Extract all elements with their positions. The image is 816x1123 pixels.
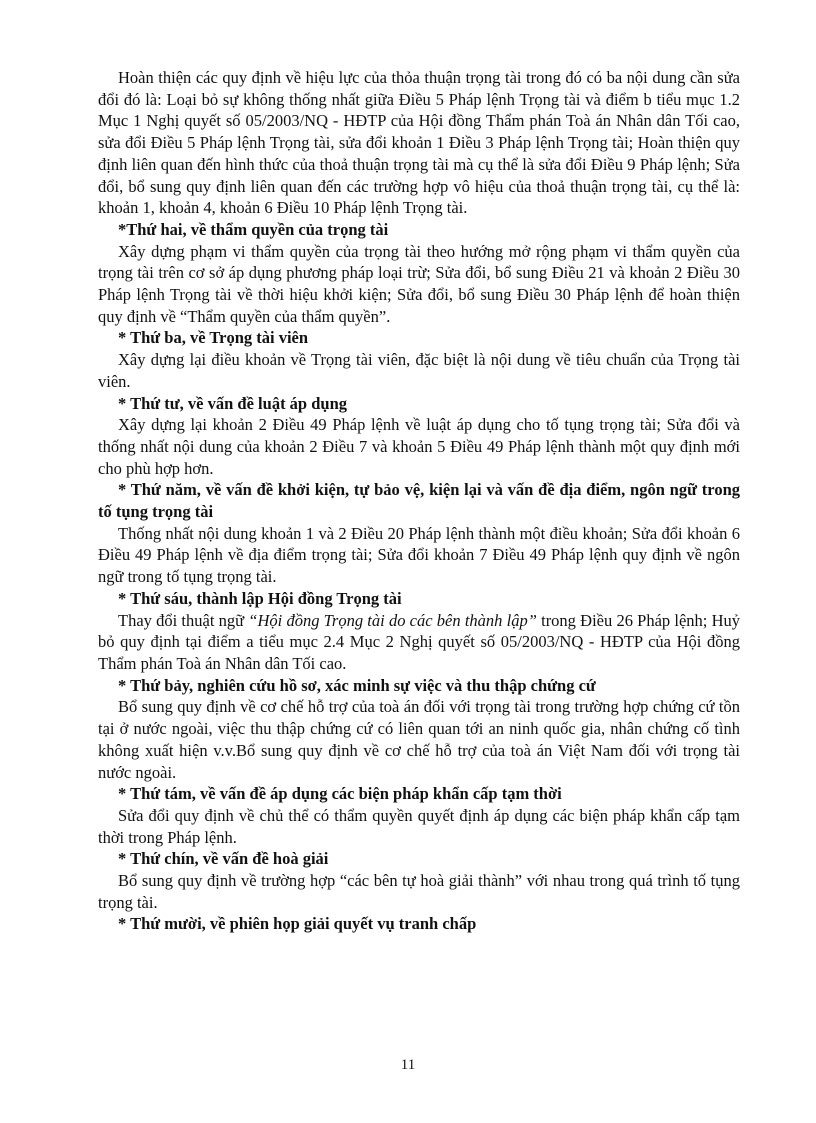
paragraph-arbitrators: Xây dựng lại điều khoản về Trọng tài viên, đặc biệt là nội dung về tiêu chuẩn của Trọng tài viên. [98,350,740,391]
paragraph-jurisdiction: Xây dựng phạm vi thẩm quyền của trọng tài theo hướng mở rộng phạm vi thẩm quyền của trọng tài trên cơ sở áp dụng phương pháp loại trừ; Sửa đổi, bổ sung Điều 21 và khoản 2 Điều 30 Pháp lệnh Trọng tài về thời hiệu khởi kiện; Sửa đổi, bổ sung Điều 30 Pháp lệnh để hoàn thiện quy định về “Thẩm quyền của thẩm quyền”. [98,241,740,326]
heading-fifth-claims-place-language: * Thứ năm, về vấn đề khởi kiện, tự bảo vệ, kiện lại và vấn đề địa điểm, ngôn ngữ trong tố tụng trọng tài [98,480,740,522]
paragraph-conciliation: Bổ sung quy định về trường hợp “các bên tự hoà giải thành” với nhau trong quá trình tố tụng trọng tài. [98,871,740,912]
paragraph-tribunal-formation [98,610,740,675]
document-body [98,67,740,935]
paragraph-tribunal-formation-lead: Thay đổi thuật ngữ [118,610,249,630]
paragraph-interim-measures: Sửa đổi quy định về chủ thể có thẩm quyền quyết định áp dụng các biện pháp khẩn cấp tạm thời trong Pháp lệnh. [98,805,740,847]
quoted-term: “Hội đồng Trọng tài do các bên thành lập” [248,610,537,630]
paragraph-applicable-law: Xây dựng lại khoản 2 Điều 49 Pháp lệnh về luật áp dụng cho tố tụng trọng tài; Sửa đổi và thống nhất nội dung của khoản 2 Điều 7 và khoản 5 Điều 49 Pháp lệnh thành một quy định mới cho phù hợp hơn. [98,415,740,478]
heading-tenth-hearing: * Thứ mười, về phiên họp giải quyết vụ tranh chấp [118,914,477,934]
heading-seventh-evidence: * Thứ bảy, nghiên cứu hồ sơ, xác minh sự việc và thu thập chứng cứ [118,675,596,695]
heading-ninth-conciliation: * Thứ chín, về vấn đề hoà giải [118,849,329,869]
paragraph-claims-place-language: Thống nhất nội dung khoản 1 và 2 Điều 20 Pháp lệnh thành một điều khoản; Sửa đổi khoản 6 Điều 49 Pháp lệnh về địa điểm trọng tài; Sửa đổi khoản 7 Điều 49 Pháp lệnh quy định về ngôn ngữ trong tố tụng trọng tài. [98,523,740,587]
heading-sixth-tribunal-formation: * Thứ sáu, thành lập Hội đồng Trọng tài [118,588,402,608]
paragraph-evidence: Bổ sung quy định về cơ chế hỗ trợ của toà án đối với trọng tài trong trường hợp chứng cứ tồn tại ở nước ngoài, việc thu thập chứng cứ có liên quan tới an ninh quốc gia, nhân chứng cố tình không xuất hiện v.v.Bổ sung quy định về cơ chế hỗ trợ của toà án Việt Nam đối với trọng tài nước ngoài. [98,697,740,782]
heading-fourth-applicable-law: * Thứ tư, về vấn đề luật áp dụng [118,393,348,413]
page-number: 11 [400,1057,416,1073]
paragraph-tribunal-formation-rest: trong Điều 26 Pháp lệnh; Huỷ bỏ quy định tại điểm a tiểu mục 2.4 Mục 2 Nghị quyết số 05/2003/NQ - HĐTP của Hội đồng Thẩm phán Toà án Nhân dân Tối cao. [98,610,741,673]
paragraph-arbitration-agreement-validity: Hoàn thiện các quy định về hiệu lực của thỏa thuận trọng tài trong đó có ba nội dung cần sửa đổi đó là: Loại bỏ sự không thống nhất giữa Điều 5 Pháp lệnh Trọng tài và điểm b tiểu mục 1.2 Mục 1 Nghị quyết số 05/2003/NQ - HĐTP của Hội đồng Thẩm phán Toà án Nhân dân Tối cao, sửa đổi Điều 5 Pháp lệnh Trọng tài, sửa đổi khoản 1 Điều 3 Pháp lệnh Trọng tài; Hoàn thiện quy định liên quan đến hình thức của thoả thuận trọng tài mà cụ thể là sửa đổi Điều 9 Pháp lệnh; Sửa đổi, bổ sung quy định liên quan đến các trường hợp vô hiệu của thoả thuận trọng tài, cụ thể là: khoản 1, khoản 4, khoản 6 Điều 10 Pháp lệnh Trọng tài. [98,68,740,218]
heading-third-arbitrators: * Thứ ba, về Trọng tài viên [118,328,309,348]
heading-second-arbitration-jurisdiction: *Thứ hai, về thẩm quyền của trọng tài [118,219,389,239]
heading-eighth-interim-measures: * Thứ tám, về vấn đề áp dụng các biện pháp khẩn cấp tạm thời [118,784,562,804]
